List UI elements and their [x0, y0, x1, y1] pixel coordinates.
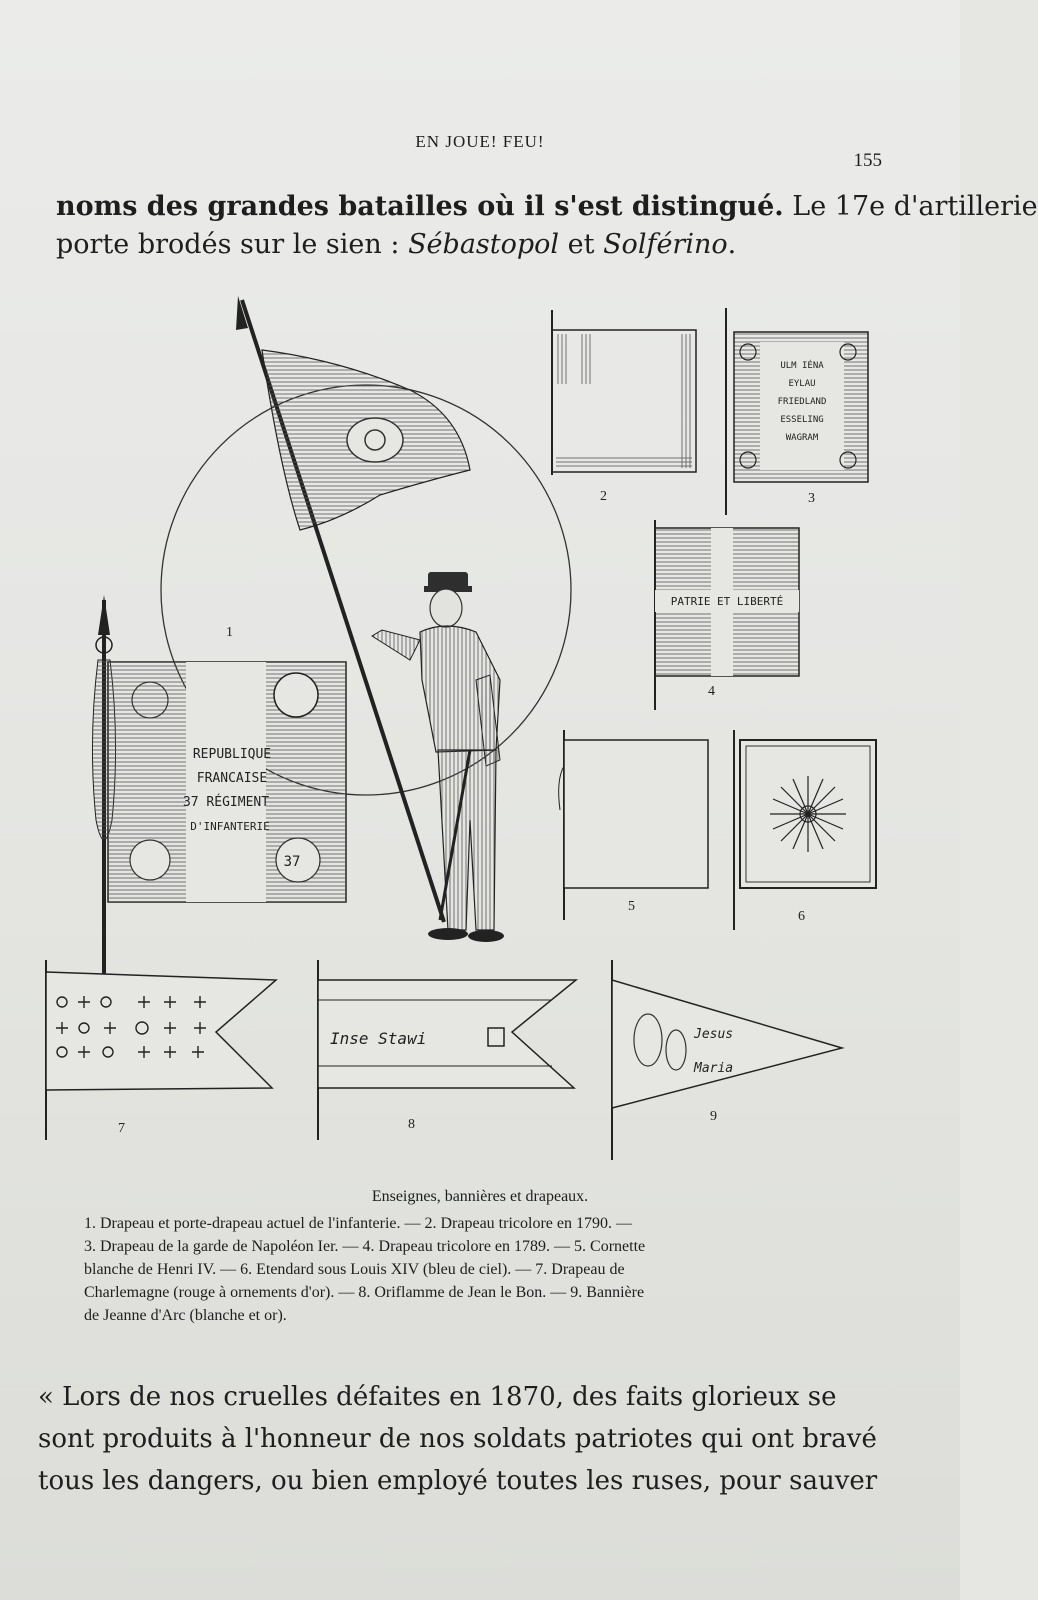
caption-line: 3. Drapeau de la garde de Napoléon Ier. — 4. Drapeau tricolore en 1789. — 5. Cornette: [84, 1238, 646, 1255]
figure-5-flag: [559, 730, 708, 920]
figure-label-7: 7: [118, 1121, 125, 1136]
body-line: tous les dangers, ou bien employé toutes les ruses, pour sauver: [38, 1466, 878, 1496]
intro-text: porte brodés sur le sien :: [56, 229, 409, 260]
figure-label-9: 9: [710, 1109, 717, 1124]
figure-2-flag: [552, 310, 696, 504]
body-line: sont produits à l'honneur de nos soldats patriotes qui ont bravé: [38, 1424, 877, 1454]
figure-9-flag: [612, 960, 842, 1160]
flag3-text-line: EYLAU: [788, 379, 816, 389]
intro-bold-text: noms des grandes batailles où il s'est distingué.: [56, 191, 784, 222]
intro-text: Le 17e d'artillerie: [783, 191, 1038, 222]
running-head: EN JOUE! FEU!: [415, 132, 545, 151]
caption-title: Enseignes, bannières et drapeaux.: [371, 1188, 589, 1205]
flag3-text-line: WAGRAM: [785, 433, 819, 443]
figure-label-1: 1: [226, 625, 233, 640]
sun-emblem: [770, 776, 846, 852]
battle-name: Solférino: [603, 229, 728, 260]
figure-3-flag: [726, 308, 868, 515]
figure-label-3: 3: [808, 491, 815, 506]
flag9-text-line: Jesus: [694, 1027, 734, 1042]
figure-label-4: 4: [708, 684, 715, 699]
figure-label-6: 6: [798, 909, 805, 924]
flag1-number: 37: [283, 854, 301, 870]
figure-7-flag: [46, 960, 276, 1140]
battle-name: Sébastopol: [408, 229, 560, 260]
figure-label-8: 8: [408, 1117, 415, 1132]
flag3-text-line: ESSELING: [780, 415, 824, 425]
caption-line: blanche de Henri IV. — 6. Etendard sous Louis XIV (bleu de ciel). — 7. Drapeau de: [84, 1261, 625, 1278]
figure-label-5: 5: [628, 899, 635, 914]
flag1-text-line: 37 RÉGIMENT: [182, 795, 270, 810]
figure-label-2: 2: [600, 489, 607, 504]
caption-line: de Jeanne d'Arc (blanche et or).: [84, 1307, 287, 1324]
intro-line-2: [56, 226, 886, 264]
intro-text: .: [727, 229, 737, 260]
figure-4-flag: [655, 520, 799, 710]
flag1-text-line: D'INFANTERIE: [190, 820, 270, 833]
flag3-text-line: FRIEDLAND: [777, 397, 827, 407]
intro-paragraph: [56, 188, 1038, 264]
flag1-text-line: FRANCAISE: [196, 771, 268, 786]
body-line: « Lors de nos cruelles défaites en 1870, des faits glorieux se: [38, 1382, 837, 1412]
figure-6-flag: [734, 730, 876, 930]
flag1-text-line: REPUBLIQUE: [192, 747, 272, 762]
body-paragraph: [38, 1376, 890, 1502]
flag9-text-line: Maria: [694, 1061, 734, 1076]
flag8-text: Inse Stawi: [330, 1029, 427, 1048]
caption-line: 1. Drapeau et porte-drapeau actuel de l'infanterie. — 2. Drapeau tricolore en 1790. —: [84, 1215, 632, 1232]
intro-line-1: [56, 188, 1038, 226]
flag3-text-line: ULM IÉNA: [780, 361, 824, 371]
figure-8-flag: [318, 960, 576, 1140]
caption: [84, 1212, 884, 1327]
intro-text: et: [559, 229, 604, 260]
page-number: 155: [853, 150, 882, 171]
flag4-text: PATRIE ET LIBERTÉ: [670, 595, 784, 608]
illustration-plate: [0, 280, 960, 1180]
caption-line: Charlemagne (rouge à ornements d'or). — 8. Oriflamme de Jean le Bon. — 9. Bannière: [84, 1284, 645, 1301]
